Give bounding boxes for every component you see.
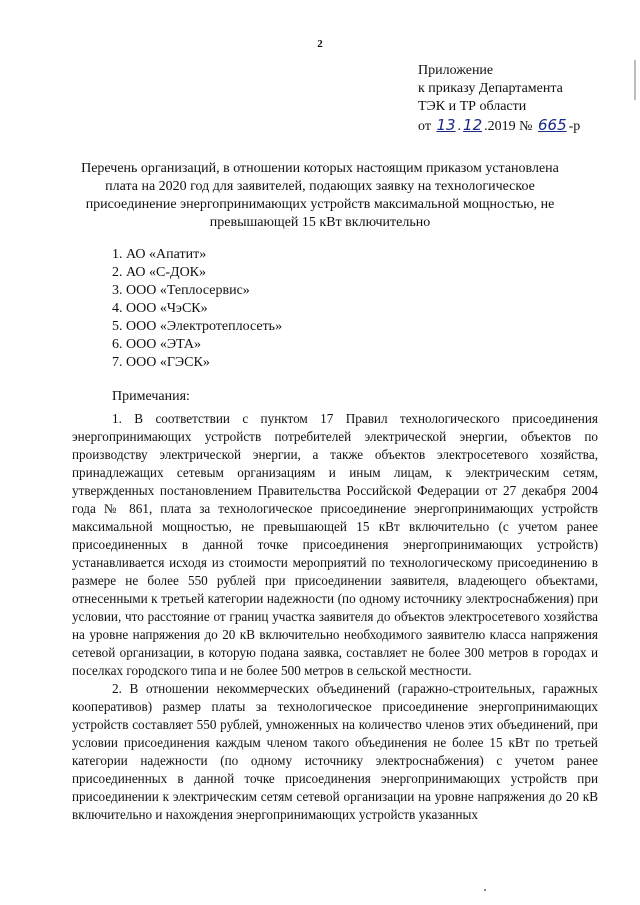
note-paragraph: 2. В отношении некоммерческих объединений (гаражно-строительных, гаражных кооперативов) размер платы за технологическое присоединение энергопринимающих устройств составляет 550 рублей, умноженных на количество членов этих объединений, при условии присоединения каждым членом такого объединения не более 15 кВт по третьей категории надежности (по одному источнику электроснабжения) с учетом ранее присоединенных в данной точке присоединения энергопринимающих устройств при присоединении к электрическим сетям сетевой организации на уровне напряжения до 20 кВ включительно и нахождения энергопринимающих устройств указанных — [72, 681, 598, 822]
list-item: 7. ООО «ГЭСК» — [112, 355, 210, 370]
page-number: 2 — [317, 38, 323, 50]
list-item: 4. ООО «ЧэСК» — [112, 301, 208, 316]
organization-list — [112, 246, 412, 372]
document-title: Перечень организаций, в отношении которых настоящим приказом установлена плата на 2020 год для заявителей, подающих заявку на технологическое присоединение энергопринимающих устройств максимальной мощностью, не превышающей 15 кВт включительно — [81, 161, 559, 230]
appendix-label: Приложение — [418, 63, 494, 78]
date-day-handwritten: 13 — [436, 116, 456, 134]
appendix-header — [418, 62, 628, 136]
notes-body — [72, 410, 598, 824]
list-item: 2. АО «С-ДОК» — [112, 265, 207, 280]
notes-heading: Примечания: — [112, 389, 190, 404]
appendix-date-line — [418, 116, 628, 136]
order-suffix: -р — [568, 119, 581, 134]
date-year: .2019 № — [484, 119, 533, 134]
scan-edge-mark — [634, 60, 636, 100]
list-item: 1. АО «Апатит» — [112, 247, 207, 262]
note-paragraph: 1. В соответствии с пунктом 17 Правил технологического присоединения энергопринимающих устройств потребителей электрической энергии, объектов по производству электрической энергии, а также объектов электросетевого хозяйства, принадлежащих сетевым организациям и иным лицам, к электрическим сетям, утвержденных постановлением Правительства Российской Федерации от 27 декабря 2004 года № 861, плата за технологическое присоединение энергопринимающих устройств максимальной мощностью, не превышающей 15 кВт включительно (с учетом ранее присоединенных в данной точке присоединения энергопринимающих устройств) устанавливается исходя из стоимости мероприятий по технологическому присоединению в размере не более 550 рублей при присоединении заявителя, владеющего объектами, отнесенными к третьей категории надежности (по одному источнику электроснабжения) при условии, что расстояние от границ участка заявителя до объектов электросетевого хозяйства на уровне напряжения до 20 кВ включительно необходимого заявителю класса напряжения сетевой организации, в которую подана заявка, составляет не более 300 метров в городах и поселках городского типа и не более 500 метров в сельской местности. — [72, 411, 598, 678]
date-prefix: от — [418, 119, 431, 134]
scan-artifact-dot — [484, 889, 486, 891]
order-number-handwritten: 665 — [537, 116, 567, 134]
date-month-handwritten: 12 — [463, 116, 483, 134]
appendix-department: ТЭК и ТР области — [418, 99, 527, 114]
appendix-order-ref: к приказу Департамента — [418, 81, 563, 96]
list-item: 5. ООО «Электротеплосеть» — [112, 319, 283, 334]
list-item: 6. ООО «ЭТА» — [112, 337, 202, 352]
date-separator: . — [457, 119, 462, 134]
list-item: 3. ООО «Теплосервис» — [112, 283, 250, 298]
